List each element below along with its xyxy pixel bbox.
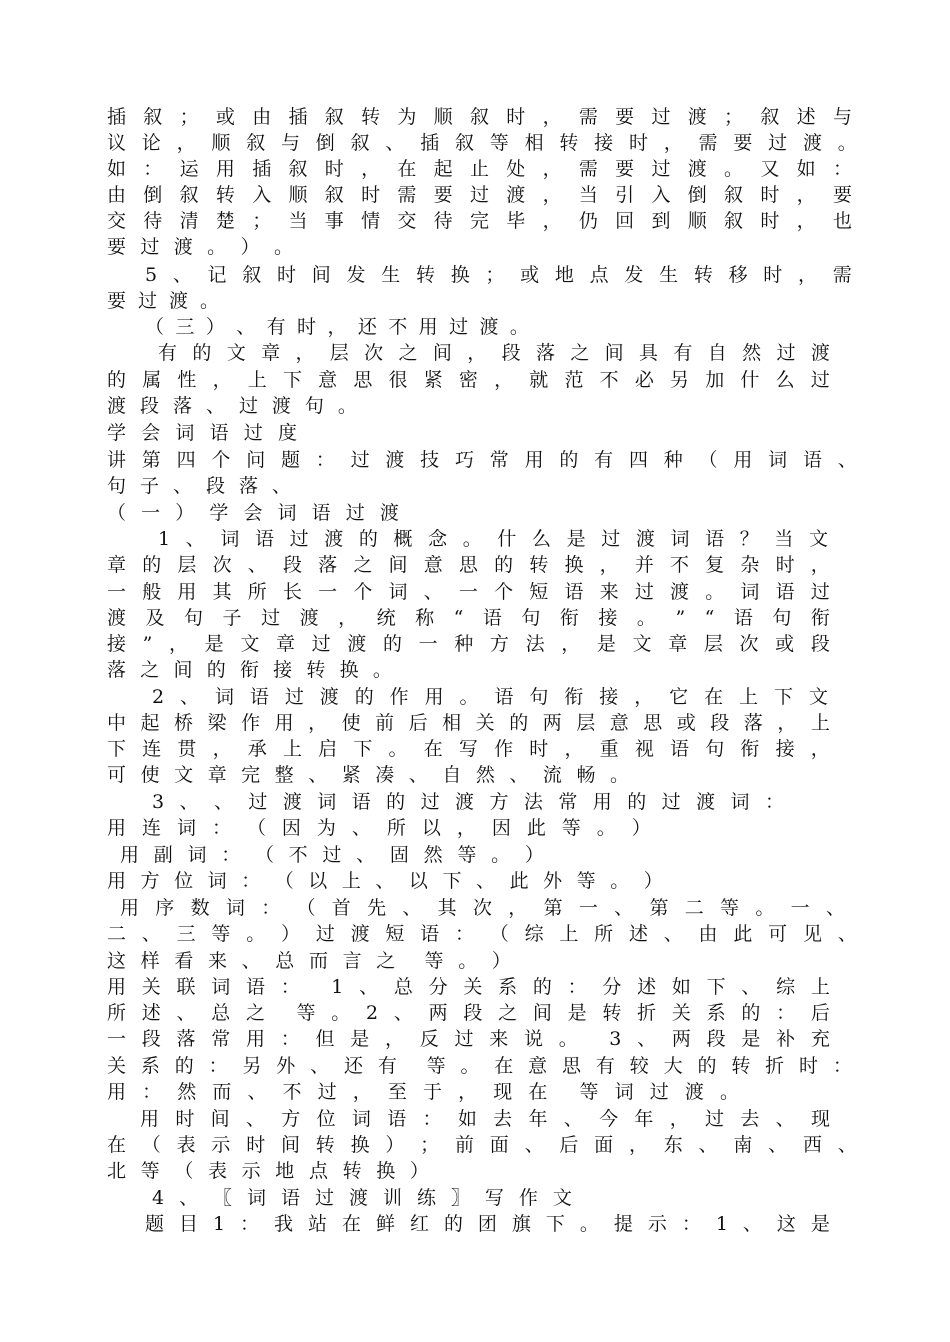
text-line-4: 由 倒 叙 转 入 顺 叙 时 需 要 过 渡 ， 当 引 入 倒 叙 时 ， 要: [107, 184, 852, 206]
text-line-41: 北 等 （ 表 示 地 点 转 换 ）: [107, 1160, 429, 1182]
text-line-3: 如 ： 运 用 插 叙 时 ， 在 起 止 处 ， 需 要 过 渡 。 又 如 ：: [107, 158, 852, 180]
text-line-9: （ 三 ） 、 有 时 ， 还 不 用 过 渡 。: [145, 316, 529, 338]
text-line-17: 1 、 词 语 过 渡 的 概 念 。 什 么 是 过 渡 词 语 ？ 当 文: [158, 528, 828, 550]
text-line-22: 落 之 间 的 衔 接 转 换 。: [107, 659, 392, 681]
text-line-39: 用 时 间 、 方 位 词 语 ： 如 去 年 、 今 年 ， 过 去 、 现: [140, 1108, 830, 1130]
text-line-7: 5 、 记 叙 时 间 发 生 转 换 ； 或 地 点 发 生 转 移 时 ， 需: [145, 264, 852, 286]
text-line-32: 二 、 三 等 。 ） 过 渡 短 语 ： （ 综 上 所 述 、 由 此 可 见 、: [107, 923, 857, 945]
text-line-5: 交 待 清 楚 ； 当 事 情 交 待 完 毕 ， 仍 回 到 顺 叙 时 ， 也: [107, 210, 852, 232]
text-line-20: 渡 及 句 子 过 渡 ， 统 称 “ 语 句 衔 接 。 ” “ 语 句 衔: [107, 607, 830, 629]
text-line-24: 中 起 桥 梁 作 用 ， 使 前 后 相 关 的 两 层 意 思 或 段 落 ， 上: [107, 712, 830, 734]
text-line-15: 句 子 、 段 落 、: [107, 475, 291, 497]
text-line-35: 所 述 、 总 之 等 。 2 、 两 段 之 间 是 转 折 关 系 的 ： 后: [107, 1002, 830, 1024]
text-line-26: 可 使 文 章 完 整 、 紧 凑 、 自 然 、 流 畅 。: [107, 764, 629, 786]
text-line-40: 在 （ 表 示 时 间 转 换 ） ； 前 面 、 后 面 ， 东 、 南 、 西 、: [107, 1134, 857, 1156]
subsection-heading: （ 一 ） 学 会 词 语 过 渡: [107, 502, 399, 524]
text-line-34: 用 关 联 词 语 ： 1 、 总 分 关 系 的 ： 分 述 如 下 、 综 上: [107, 976, 830, 998]
text-line-1: 插 叙 ； 或 由 插 叙 转 为 顺 叙 时 ， 需 要 过 渡 ； 叙 述 与: [107, 106, 852, 128]
section-heading: 学 会 词 语 过 度: [107, 422, 297, 444]
text-line-38: 用 ： 然 而 、 不 过 ， 至 于 ， 现 在 等 词 过 渡 。: [107, 1081, 739, 1103]
text-line-27: 3 、 、 过 渡 词 语 的 过 渡 方 法 常 用 的 过 渡 词 ：: [152, 791, 784, 813]
text-line-36: 一 段 落 常 用 ： 但 是 ， 反 过 来 说 。 3 、 两 段 是 补 充: [107, 1028, 830, 1050]
text-line-25: 下 连 贯 ， 承 上 启 下 。 在 写 作 时 ， 重 视 语 句 衔 接 ，: [107, 738, 830, 760]
text-line-21: 接 ” ， 是 文 章 过 渡 的 一 种 方 法 ， 是 文 章 层 次 或 段: [107, 633, 830, 655]
text-line-31: 用 序 数 词 ： （ 首 先 、 其 次 ， 第 一 、 第 二 等 。 一 、: [120, 897, 845, 919]
text-line-30: 用 方 位 词 ： （ 以 上 、 以 下 、 此 外 等 。 ）: [107, 870, 663, 892]
text-line-14: 讲 第 四 个 问 题 ： 过 渡 技 巧 常 用 的 有 四 种 （ 用 词 语 、: [107, 449, 857, 471]
text-line-8: 要 过 渡 。: [107, 290, 219, 312]
text-line-11: 的 属 性 ， 上 下 意 思 很 紧 密 ， 就 范 不 必 另 加 什 么 过: [107, 369, 830, 391]
text-line-33: 这 样 看 来 、 总 而 言 之 等 。 ）: [107, 950, 511, 972]
text-line-42: 4 、 〖 词 语 过 渡 训 练 〗 写 作 文: [152, 1187, 572, 1209]
text-line-10: 有 的 文 章 ， 层 次 之 间 ， 段 落 之 间 具 有 自 然 过 渡: [158, 342, 830, 364]
text-line-6: 要 过 渡 。 ） 。: [107, 236, 293, 258]
text-line-18: 章 的 层 次 、 段 落 之 间 意 思 的 转 换 ， 并 不 复 杂 时 ，: [107, 554, 830, 576]
text-line-19: 一 般 用 其 所 长 一 个 词 、 一 个 短 语 来 过 渡 。 词 语 过: [107, 581, 830, 603]
text-line-28: 用 连 词 ： （ 因 为 、 所 以 ， 因 此 等 。 ）: [107, 817, 651, 839]
text-line-2: 议 论 ， 顺 叙 与 倒 叙 、 插 叙 等 相 转 接 时 ， 需 要 过 渡 。: [107, 132, 857, 154]
text-line-29: 用 副 词 ： （ 不 过 、 固 然 等 。 ）: [120, 844, 544, 866]
text-line-43: 题 目 1 ： 我 站 在 鲜 红 的 团 旗 下 。 提 示 ： 1 、 这 是: [145, 1213, 830, 1235]
text-line-23: 2 、 词 语 过 渡 的 作 用 。 语 句 衔 接 ， 它 在 上 下 文: [152, 686, 828, 708]
text-line-37: 关 系 的 ： 另 外 、 还 有 等 。 在 意 思 有 较 大 的 转 折 时 ：: [107, 1055, 852, 1077]
text-line-12: 渡 段 落 、 过 渡 句 。: [107, 395, 357, 417]
